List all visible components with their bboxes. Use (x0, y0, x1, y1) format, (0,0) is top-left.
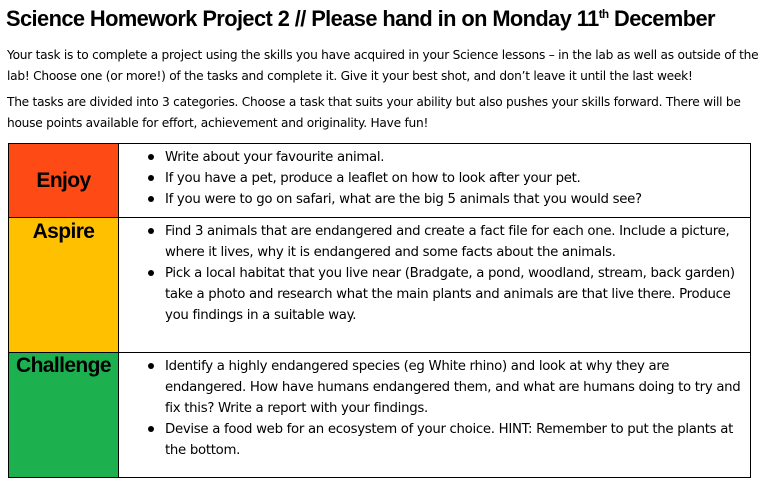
task-item: Identify a highly endangered species (eg White rhino) and look at why they are endangered. How have humans endangered them, and what are humans doing to try and fix this? Write a report with your findings. (149, 356, 750, 419)
title-ordinal-suffix: th (598, 7, 609, 21)
task-item: Devise a food web for an ecosystem of your choice. HINT: Remember to put the plants at the bottom. (149, 419, 750, 461)
category-row-aspire (9, 218, 751, 353)
task-item: Write about your favourite animal. (149, 147, 750, 168)
task-list-aspire (119, 218, 750, 326)
category-cell-aspire (9, 218, 119, 353)
task-cell-challenge (119, 353, 751, 478)
page-title (6, 6, 715, 32)
category-cell-enjoy (9, 144, 119, 218)
task-item: If you were to go on safari, what are the big 5 animals that you would see? (149, 189, 750, 210)
task-item: If you have a pet, produce a leaflet on how to look after your pet. (149, 168, 750, 189)
title-main: Science Homework Project 2 // Please hand in on Monday 11 (6, 6, 599, 31)
title-tail: December (608, 6, 715, 31)
task-item: Pick a local habitat that you live near (Bradgate, a pond, woodland, stream, back garden) take a photo and research what the main plants and animals are that live there. Produce you findings in a suitable way. (149, 263, 750, 326)
task-table (8, 143, 751, 478)
category-row-enjoy (9, 144, 751, 218)
task-item: Find 3 animals that are endangered and create a fact file for each one. Include a picture, where it lives, why it is endangered and some facts about the animals. (149, 221, 750, 263)
category-cell-challenge (9, 353, 119, 478)
intro-paragraph-1: Your task is to complete a project using the skills you have acquired in your Science lessons – in the lab as well as outside of the lab! Choose one (or more!) of the tasks and complete it. Give it your best shot, and don’t leave it until the last week! (7, 48, 759, 83)
category-label-enjoy: Enjoy (36, 168, 91, 192)
category-label-aspire: Aspire (32, 220, 95, 243)
task-list-challenge (119, 353, 750, 461)
task-cell-enjoy (119, 144, 751, 218)
category-row-challenge (9, 353, 751, 478)
category-label-challenge: Challenge (16, 354, 111, 377)
task-list-enjoy (119, 144, 750, 210)
task-cell-aspire (119, 218, 751, 353)
intro-paragraph-2: The tasks are divided into 3 categories. Choose a task that suits your ability but also pushes your skills forward. There will be house points available for effort, achievement and originality. Have fun! (7, 95, 741, 130)
